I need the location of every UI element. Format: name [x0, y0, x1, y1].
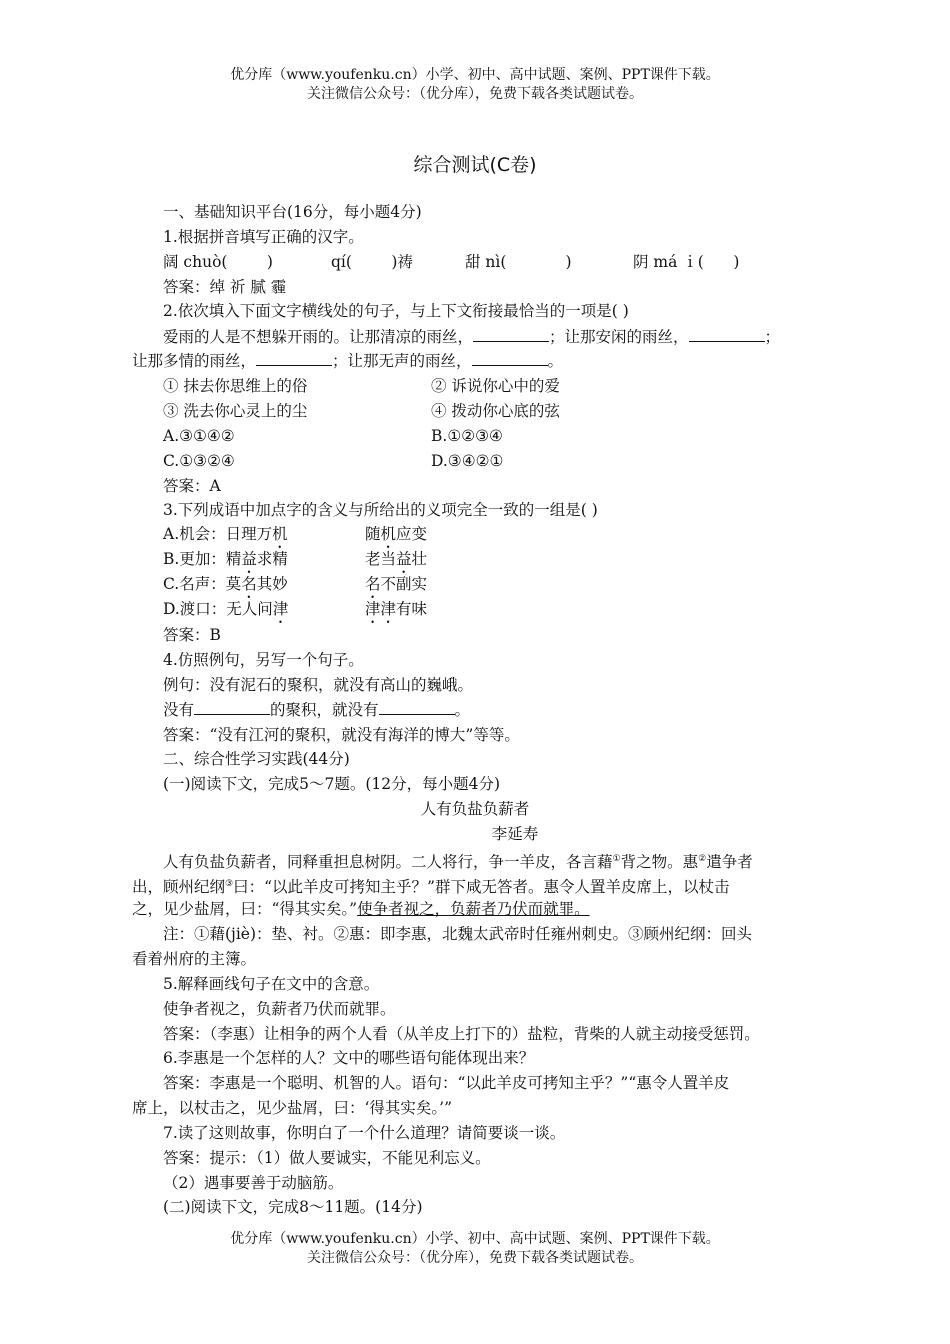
article-para-line3: 之，见少盐屑，曰：“得其实矣。”使争者视之，负薪者乃伏而就罪。: [132, 900, 590, 918]
q2-choice-c: C.①③②④: [163, 452, 235, 470]
part2-heading: (二)阅读下文，完成8～11题。(14分): [163, 1198, 423, 1216]
q3-row-c: C.名声：莫名其妙 名不副实: [163, 575, 428, 593]
article-para-line2: 出，顾州纪纲③曰：“以此羊皮可拷知主乎？”群下咸无答者。惠令人置羊皮席上，以杖击: [132, 878, 730, 897]
q4-example: 例句：没有泥石的聚积，就没有高山的巍峨。: [163, 676, 474, 694]
q3-stem: 3.下列成语中加点字的含义与所给出的义项完全一致的一组是( ): [163, 501, 598, 519]
blank-2: [689, 327, 765, 342]
blank-5: [194, 700, 270, 715]
q2-options-row2: [163, 401, 783, 421]
q2-option-2: ② 诉说你心中的爱: [431, 377, 560, 395]
note-line1: 注：①藉(jiè)：垫、衬。②惠：即李惠，北魏太武帝时任雍州刺史。③顾州纪纲：回头: [163, 925, 753, 943]
q7-answer-line2: （2）遇事要善于动脑筋。: [163, 1174, 344, 1192]
q3-answer: 答案：B: [163, 626, 221, 644]
q1-item-3: 甜 nì( ): [465, 253, 572, 271]
q7-stem: 7.读了这则故事，你明白了一个什么道理？请简要谈一谈。: [163, 1124, 566, 1142]
section1-heading: 一、基础知识平台(16分，每小题4分): [163, 203, 422, 221]
q2-answer: 答案：A: [163, 477, 221, 495]
page-title: 综合测试(C卷): [413, 154, 537, 176]
article-title: 人有负盐负薪者: [420, 800, 530, 818]
q1-item-2: qí( )祷: [331, 253, 413, 271]
q2-passage-line1: 爱雨的人是不想躲开雨的。让那清凉的雨丝， ；让那安闲的雨丝， ；: [163, 328, 781, 346]
section2-heading: 二、综合性学习实践(44分): [163, 750, 350, 768]
article-para-line1: 人有负盐负薪者，同释重担息树阴。二人将行，争一羊皮，各言藉①背之物。惠②遣争者: [163, 853, 753, 872]
footer-line-1: 优分库（www.youfenku.cn）小学、初中、高中试题、案例、PPT课件下载。: [230, 1231, 720, 1247]
q3-row-b: B.更加：精益求精 老当益壮: [163, 550, 428, 568]
q2-option-1: ① 抹去你思维上的俗: [163, 377, 308, 395]
q6-stem: 6.李惠是一个怎样的人？文中的哪些语句能体现出来？: [163, 1049, 535, 1067]
q4-template: 没有 的聚积，就没有 。: [163, 701, 471, 719]
footer-line-2: 关注微信公众号：（优分库），免费下载各类试题试卷。: [307, 1250, 643, 1266]
q5-stem: 5.解释画线句子在文中的含意。: [163, 975, 380, 993]
q4-stem: 4.仿照例句，另写一个句子。: [163, 651, 364, 669]
blank-6: [379, 700, 455, 715]
q2-stem: 2.依次填入下面文字横线处的句子，与上下文衔接最恰当的一项是( ): [163, 302, 629, 320]
q1-item-1: 阔 chuò( ): [163, 253, 273, 271]
header-line-1: 优分库（www.youfenku.cn）小学、初中、高中试题、案例、PPT课件下载。: [230, 67, 720, 83]
article-author: 李延寿: [491, 825, 539, 843]
q5-answer: 答案：（李惠）让相争的两个人看（从羊皮上打下的）盐粒，背柴的人就主动接受惩罚。: [163, 1025, 760, 1043]
blank-4: [472, 351, 548, 366]
q6-answer-line2: 席上，以杖击之，见少盐屑，曰：‘得其实矣。’”: [132, 1099, 453, 1117]
q2-choices-row1: [163, 426, 783, 446]
q7-answer-line1: 答案：提示：（1）做人要诚实，不能见利忘义。: [163, 1149, 491, 1167]
q1-answer: 答案：绰 祈 腻 霾: [163, 278, 287, 296]
q2-choice-d: D.③④②①: [431, 452, 504, 470]
q1-items: [163, 252, 803, 272]
part1-heading: (一)阅读下文，完成5～7题。(12分，每小题4分): [163, 775, 500, 793]
q1-item-4: 阴 má ｉ( ): [633, 253, 740, 271]
q2-option-4: ④ 拨动你心底的弦: [431, 402, 560, 420]
underlined-sentence: 使争者视之，负薪者乃伏而就罪。: [357, 900, 590, 918]
q2-choice-b: B.①②③④: [431, 427, 503, 445]
q2-choices-row2: [163, 451, 783, 471]
blank-3: [256, 351, 332, 366]
header-line-2: 关注微信公众号：（优分库），免费下载各类试题试卷。: [307, 86, 643, 102]
q3-row-a: A.机会：日理万机 随机应变: [163, 525, 428, 543]
blank-1: [473, 327, 549, 342]
q2-passage-line2: 让那多情的雨丝， ；让那无声的雨丝， 。: [132, 352, 564, 370]
q5-quote: 使争者视之，负薪者乃伏而就罪。: [163, 1000, 396, 1018]
q2-choice-a: A.③①④②: [163, 427, 235, 445]
q6-answer-line1: 答案：李惠是一个聪明、机智的人。语句：“以此羊皮可拷知主乎？”“惠令人置羊皮: [163, 1074, 730, 1092]
q3-row-d: D.渡口：无人问津 津津有味: [163, 600, 428, 618]
note-line2: 看着州府的主簿。: [132, 950, 257, 968]
q2-option-3: ③ 洗去你心灵上的尘: [163, 402, 308, 420]
q1-stem: 1.根据拼音填写正确的汉字。: [163, 228, 364, 246]
q4-answer: 答案：“没有江河的聚积，就没有海洋的博大”等等。: [163, 726, 520, 744]
q2-options-row1: [163, 376, 783, 396]
